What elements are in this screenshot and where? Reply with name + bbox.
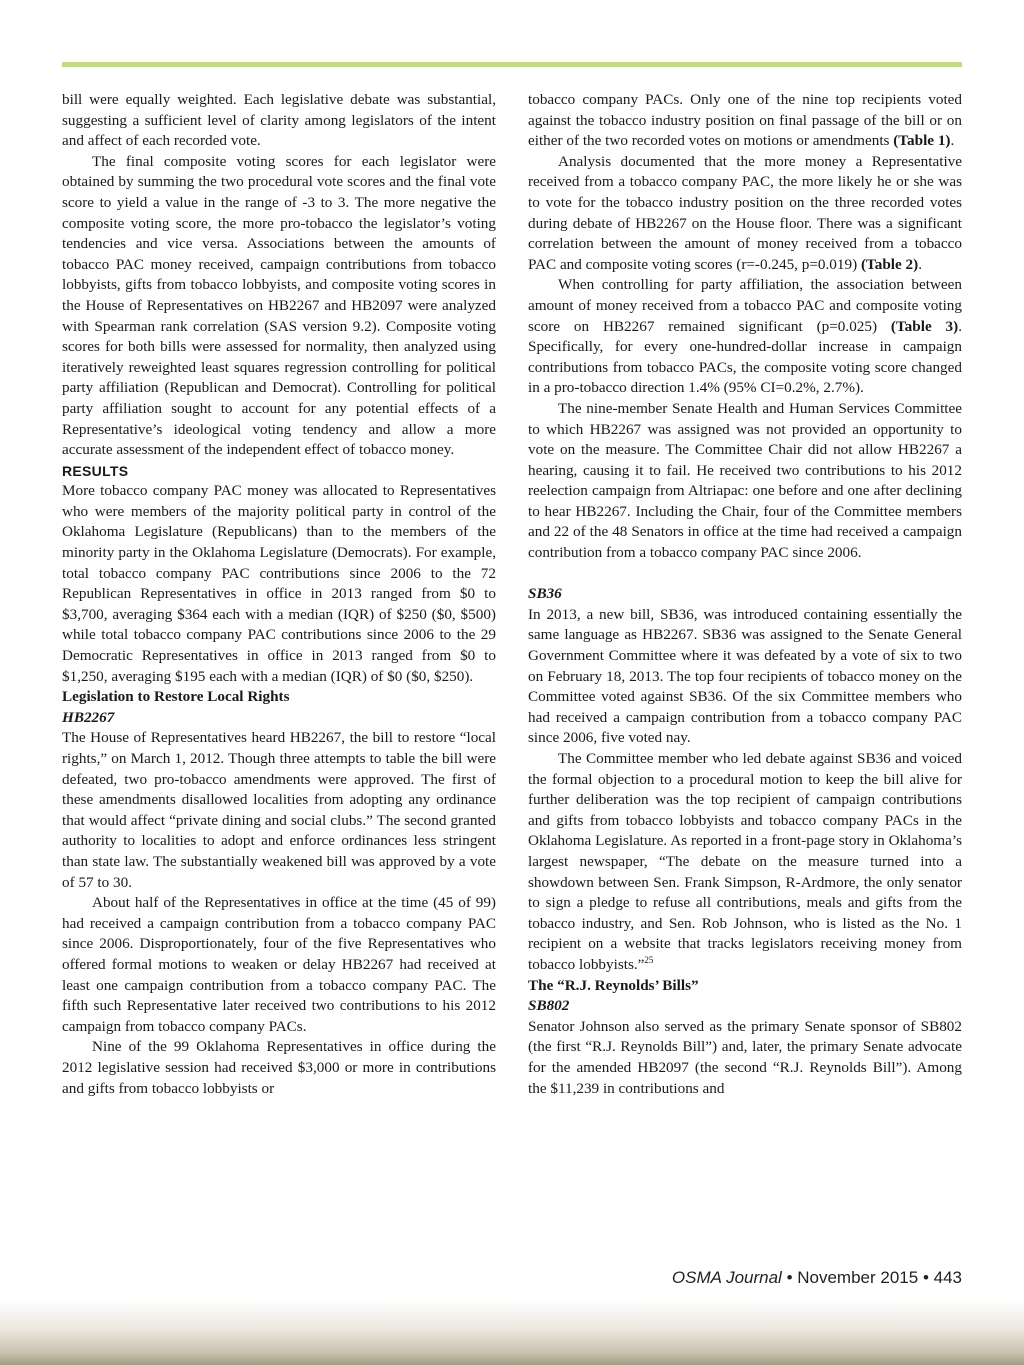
journal-name: OSMA Journal [671,1268,782,1287]
subheading-sb802: SB802 [528,997,570,1015]
paragraph: bill were equally weighted. Each legislative debate was substantial, suggesting a sufficient level of clarity among legislators of the intent and affect of each recorded vote. [62,91,496,150]
section-heading-local-rights: Legislation to Restore Local Rights [62,688,290,706]
page-footer [672,1268,962,1288]
footnote-ref: 25 [644,954,654,965]
paragraph: The final composite voting scores for each legislator were obtained by summing the two procedural vote scores and the final vote score to yield a value in the range of -3 to 3. The more negative the composite voting score, the more pro-tobacco the legislator’s voting tendencies and vice versa. Associations between the amounts of tobacco PAC money received, campaign contributions from tobacco lobbyists, gifts from tobacco lobbyists, and composite voting scores in the House of Representatives on HB2267 and HB2097 were analyzed with Spearman rank correlation (SAS version 9.2). Composite voting scores for both bills were assessed for normality, then analyzed using iteratively reweighted least squares regression controlling for political party affiliation (Republican and Democrat). Controlling for political party affiliation sought to account for any potential effects of a Representative’s ideological voting tendency and allow a more accurate assessment of the independent effect of tobacco money. [62,152,496,459]
paragraph: The House of Representatives heard HB2267, the bill to restore “local rights,” on March 1, 2012. Though three attempts to table the bill were defeated, two pro-tobacco amendments were approved. The first of these amendments disallowed localities from adopting any ordinance that would affect “private dining and social clubs.” The second granted authority to localities to adopt and enforce ordinances less stringent than state law. The substantially weakened bill was approved by a vote of 57 to 30. [62,729,496,891]
paragraph: When controlling for party affiliation, the association between amount of money received from a tobacco PAC and composite voting score on HB2267 remained significant (p=0.025) (Table 3). Specifically, for every one-hundred-dollar increase in campaign contributions from tobacco PACs, the composite voting score changed in a pro-tobacco direction 1.4% (95% CI=0.2%, 2.7%). [528,276,962,397]
paragraph: About half of the Representatives in office at the time (45 of 99) had received a campaign contribution from a tobacco company PAC since 2006. Disproportionately, four of the five Representatives who offered formal motions to weaken or delay HB2267 had received at least one campaign contribution from a tobacco company PAC. The fifth such Representative later received two contributions to his 2012 campaign from tobacco company PACs. [62,894,496,1035]
separator: • [781,1268,798,1287]
subheading-hb2267: HB2267 [62,708,115,726]
right-column [528,90,962,1099]
paragraph: Analysis documented that the more money a Representative received from a tobacco company PAC, the more likely he or she was to vote for the tobacco industry position on the three recorded votes during debate of HB2267 on the House floor. There was a significant correlation between the amount of money received from a tobacco PAC and composite voting scores (r=-0.245, p=0.019) (Table 2). [528,152,962,273]
paragraph: The nine-member Senate Health and Human Services Committee to which HB2267 was assigned was not provided an opportunity to vote on the measure. The Committee Chair did not allow HB2267 a hearing, causing it to fail. He received two contributions to his 2012 reelection campaign from Altriapac: one before and one after declining to hear HB2267. Including the Chair, four of the Committee members and 22 of the 48 Senators in office at the time had received a campaign contribution from a tobacco company PAC since 2006. [528,399,962,562]
subheading-sb36: SB36 [528,585,562,603]
results-heading: RESULTS [62,462,129,479]
paragraph: tobacco company PACs. Only one of the nine top recipients voted against the tobacco industry position on final passage of the bill or on either of the two recorded votes on motions or amendments (Table 1). [528,91,962,150]
separator: • [918,1268,934,1287]
paragraph: More tobacco company PAC money was allocated to Representatives who were members of the majority political party in control of the Oklahoma Legislature (Republicans) than to the members of the minority party in the Oklahoma Legislature (Democrats). For example, total tobacco company PAC contributions since 2006 to the 72 Republican Representatives in office in 2013 ranged from $0 to $3,700, averaging $364 each with a median (IQR) of $250 ($0, $500) while total tobacco company PAC contributions since 2006 to the 29 Democratic Representatives in office in 2013 ranged from $0 to $1,250, averaging $195 each with a median (IQR) of $0 ($0, $250). [62,482,496,685]
paragraph: The Committee member who led debate against SB36 and voiced the formal objection to a procedural motion to keep the bill alive for further deliberation was the top recipient of campaign contributions and gifts from tobacco lobbyists and tobacco company PACs in the Oklahoma Legislature. As reported in a front-page story in Oklahoma’s largest newspaper, “The debate on the measure turned into a showdown between Sen. Frank Simpson, R-Ardmore, the only senator to sign a pledge to refuse all contributions, meals and gifts from the tobacco industry, and Sen. Rob Johnson, who is listed as the No. 1 recipient on a website that tracks legislators receiving money from tobacco lobbyists.”$^{25}$ [528,750,962,973]
table-ref: (Table 1) [893,132,951,150]
table-ref: (Table 2) [860,255,919,273]
page-number: 443 [933,1268,962,1287]
paragraph: Senator Johnson also served as the primary Senate sponsor of SB802 (the first “R.J. Reynolds Bill”) and, later, the primary Senate advocate for the amended HB2097 (the second “R.J. Reynolds Bill”). Among the $11,239 in contributions and [528,1017,962,1097]
top-rule [62,62,962,67]
paragraph: Nine of the 99 Oklahoma Representatives in office during the 2012 legislative session had received $3,000 or more in contributions and gifts from tobacco lobbyists or [62,1038,496,1097]
paragraph: In 2013, a new bill, SB36, was introduced containing essentially the same language as HB2267. SB36 was assigned to the Senate General Government Committee where it was defeated by a vote of six to two on February 18, 2013. The top four recipients of tobacco money on the Committee voted against SB36. Of the six Committee members who had received a campaign contribution from a tobacco company PAC since 2006, five voted nay. [528,605,962,747]
issue-date: November 2015 [797,1268,919,1287]
section-heading-rj-reynolds: The “R.J. Reynolds’ Bills” [528,976,699,994]
bottom-fade [0,1300,1024,1365]
left-column [62,90,496,1099]
table-ref: (Table 3) [890,317,959,335]
